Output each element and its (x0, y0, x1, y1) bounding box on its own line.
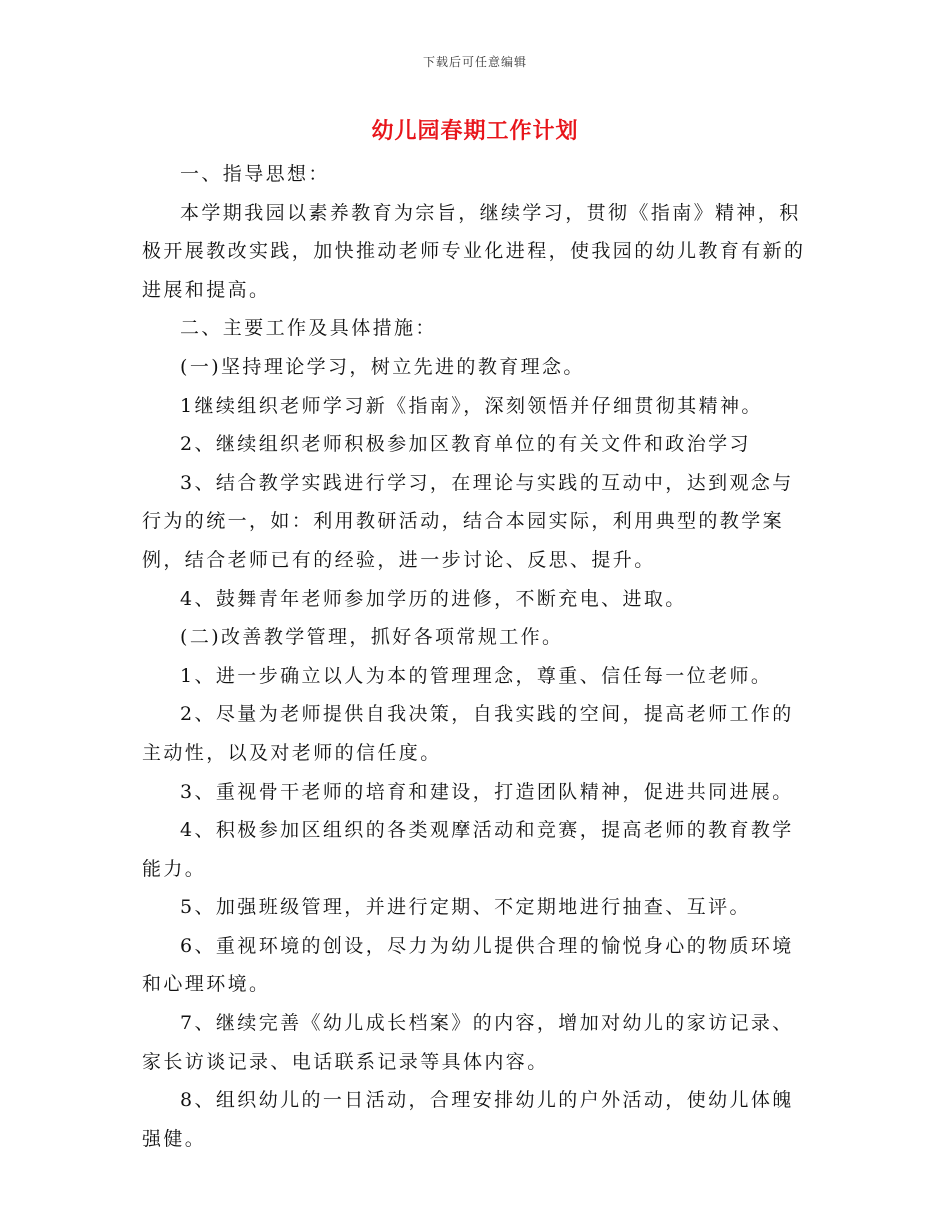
list-item: 3、结合教学实践进行学习，在理论与实践的互动中，达到观念与行为的统一，如：利用教研活动，结合本园实际，利用典型的教学案例，结合老师已有的经验，进一步讨论、反思、提升。 (142, 471, 794, 571)
list-item: 3、重视骨干老师的培育和建设，打造团队精神，促进共同进展。 (180, 780, 794, 803)
section-heading-guiding-ideology: 一、指导思想： (180, 163, 330, 185)
subsection-heading-teaching-management: (二)改善教学管理，抓好各项常规工作。 (180, 626, 564, 649)
list-item: 8、组织幼儿的一日活动，合理安排幼儿的户外活动，使幼儿体魄强健。 (142, 1089, 794, 1150)
list-item: 4、鼓舞青年老师参加学历的进修，不断充电、进取。 (180, 587, 687, 610)
list-item: 1继续组织老师学习新《指南》，深刻领悟并仔细贯彻其精神。 (180, 394, 763, 417)
document-title: 幼儿园春期工作计划 (371, 118, 579, 144)
list-item: 4、积极参加区组织的各类观摩活动和竞赛，提高老师的教育教学能力。 (142, 819, 794, 880)
document-body (142, 155, 812, 1158)
subsection-heading-theory-study: (一)坚持理论学习，树立先进的教育理念。 (180, 355, 585, 378)
header-note: 下载后可任意编辑 (422, 55, 527, 69)
paragraph-guiding-ideology: 本学期我园以素养教育为宗旨，继续学习，贯彻《指南》精神，积极开展教改实践，加快推动老师专业化进程，使我园的幼儿教育有新的进展和提高。 (142, 201, 806, 301)
list-item: 2、尽量为老师提供自我决策，自我实践的空间，提高老师工作的主动性，以及对老师的信任度。 (142, 703, 794, 764)
list-item: 7、继续完善《幼儿成长档案》的内容，增加对幼儿的家访记录、家长访谈记录、电话联系记录等具体内容。 (142, 1012, 794, 1073)
section-heading-main-work: 二、主要工作及具体措施： (180, 317, 437, 340)
list-item: 2、继续组织老师积极参加区教育单位的有关文件和政治学习 (180, 433, 751, 456)
list-item: 1、进一步确立以人为本的管理理念，尊重、信任每一位老师。 (180, 664, 773, 687)
list-item: 5、加强班级管理，并进行定期、不定期地进行抽查、互评。 (180, 896, 751, 919)
list-item: 6、重视环境的创设，尽力为幼儿提供合理的愉悦身心的物质环境和心理环境。 (142, 934, 794, 996)
